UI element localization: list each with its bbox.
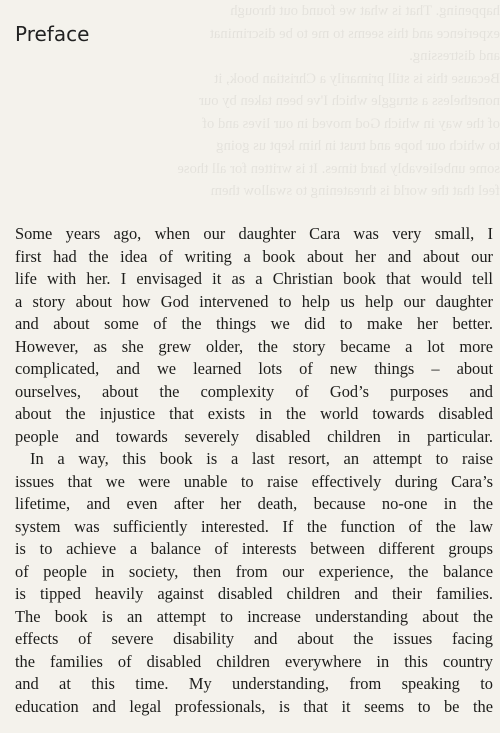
text-line: education and legal professionals, is that it seems to be the — [15, 696, 493, 716]
text-line: lifetime, and even after her death, because no-one in the — [15, 494, 493, 513]
text-line: and at this time. My understanding, from speaking to — [15, 674, 493, 693]
text-line: is to achieve a balance of interests between different groups — [15, 539, 493, 558]
bleed-line: to which our hope and trust in him kept us going — [216, 138, 500, 154]
text-line: issues that we were unable to raise effectively during Cara’s — [15, 471, 493, 491]
text-line: about the injustice that exists in the world towards disabled — [15, 404, 493, 423]
text-line: of people in society, then from our experience, the balance — [15, 561, 493, 581]
text-line: people and towards severely disabled children in particular. — [15, 426, 493, 446]
bleed-line: Because this is still primarily a Christian book, it — [214, 70, 500, 87]
text-line: the families of disabled children everywhere in this country — [15, 651, 493, 671]
text-line: ourselves, about the complexity of God’s purposes and — [15, 381, 493, 401]
bleed-line: feel that the world is threatening to swallow them — [210, 183, 500, 199]
body-text — [15, 223, 493, 718]
text-line: life with her. I envisaged it as a Christian book that would tell — [15, 269, 493, 288]
paragraph-2 — [15, 448, 493, 718]
bleed-line: some unbelievably hard times. It is written for all those — [177, 160, 500, 177]
text-line: effects of severe disability and about the issues facing — [15, 629, 493, 648]
bleed-line: happening. That is what we found out through — [230, 3, 500, 19]
text-line: However, as she grew older, the story became a lot more — [15, 336, 493, 356]
bleed-line: nonetheless a struggle which I've been taken by our — [199, 93, 500, 109]
text-line: In a way, this book is a last resort, an attempt to raise — [30, 449, 493, 468]
paragraph-1 — [15, 223, 493, 448]
text-line: Some years ago, when our daughter Cara was very small, I — [15, 224, 493, 243]
text-line: complicated, and we learned lots of new things – about — [15, 359, 493, 378]
text-line: a story about how God intervened to help us help our daughter — [15, 291, 493, 311]
bleed-through-text — [177, 0, 500, 215]
page-heading: Preface — [15, 22, 90, 46]
bleed-line: of the way in which God moved in our lives and of — [202, 115, 500, 132]
text-line: and about some of the things we did to make her better. — [15, 314, 493, 333]
text-line: first had the idea of writing a book about her and about our — [15, 246, 493, 266]
text-line: system was sufficiently interested. If the function of the law — [15, 516, 493, 536]
bleed-line: and distressing. — [409, 48, 500, 64]
bleed-line: experience and this seems to me to be discriminat — [209, 25, 500, 42]
text-line: The book is an attempt to increase understanding about the — [15, 606, 493, 626]
text-line: is tipped heavily against disabled children and their families. — [15, 584, 493, 603]
